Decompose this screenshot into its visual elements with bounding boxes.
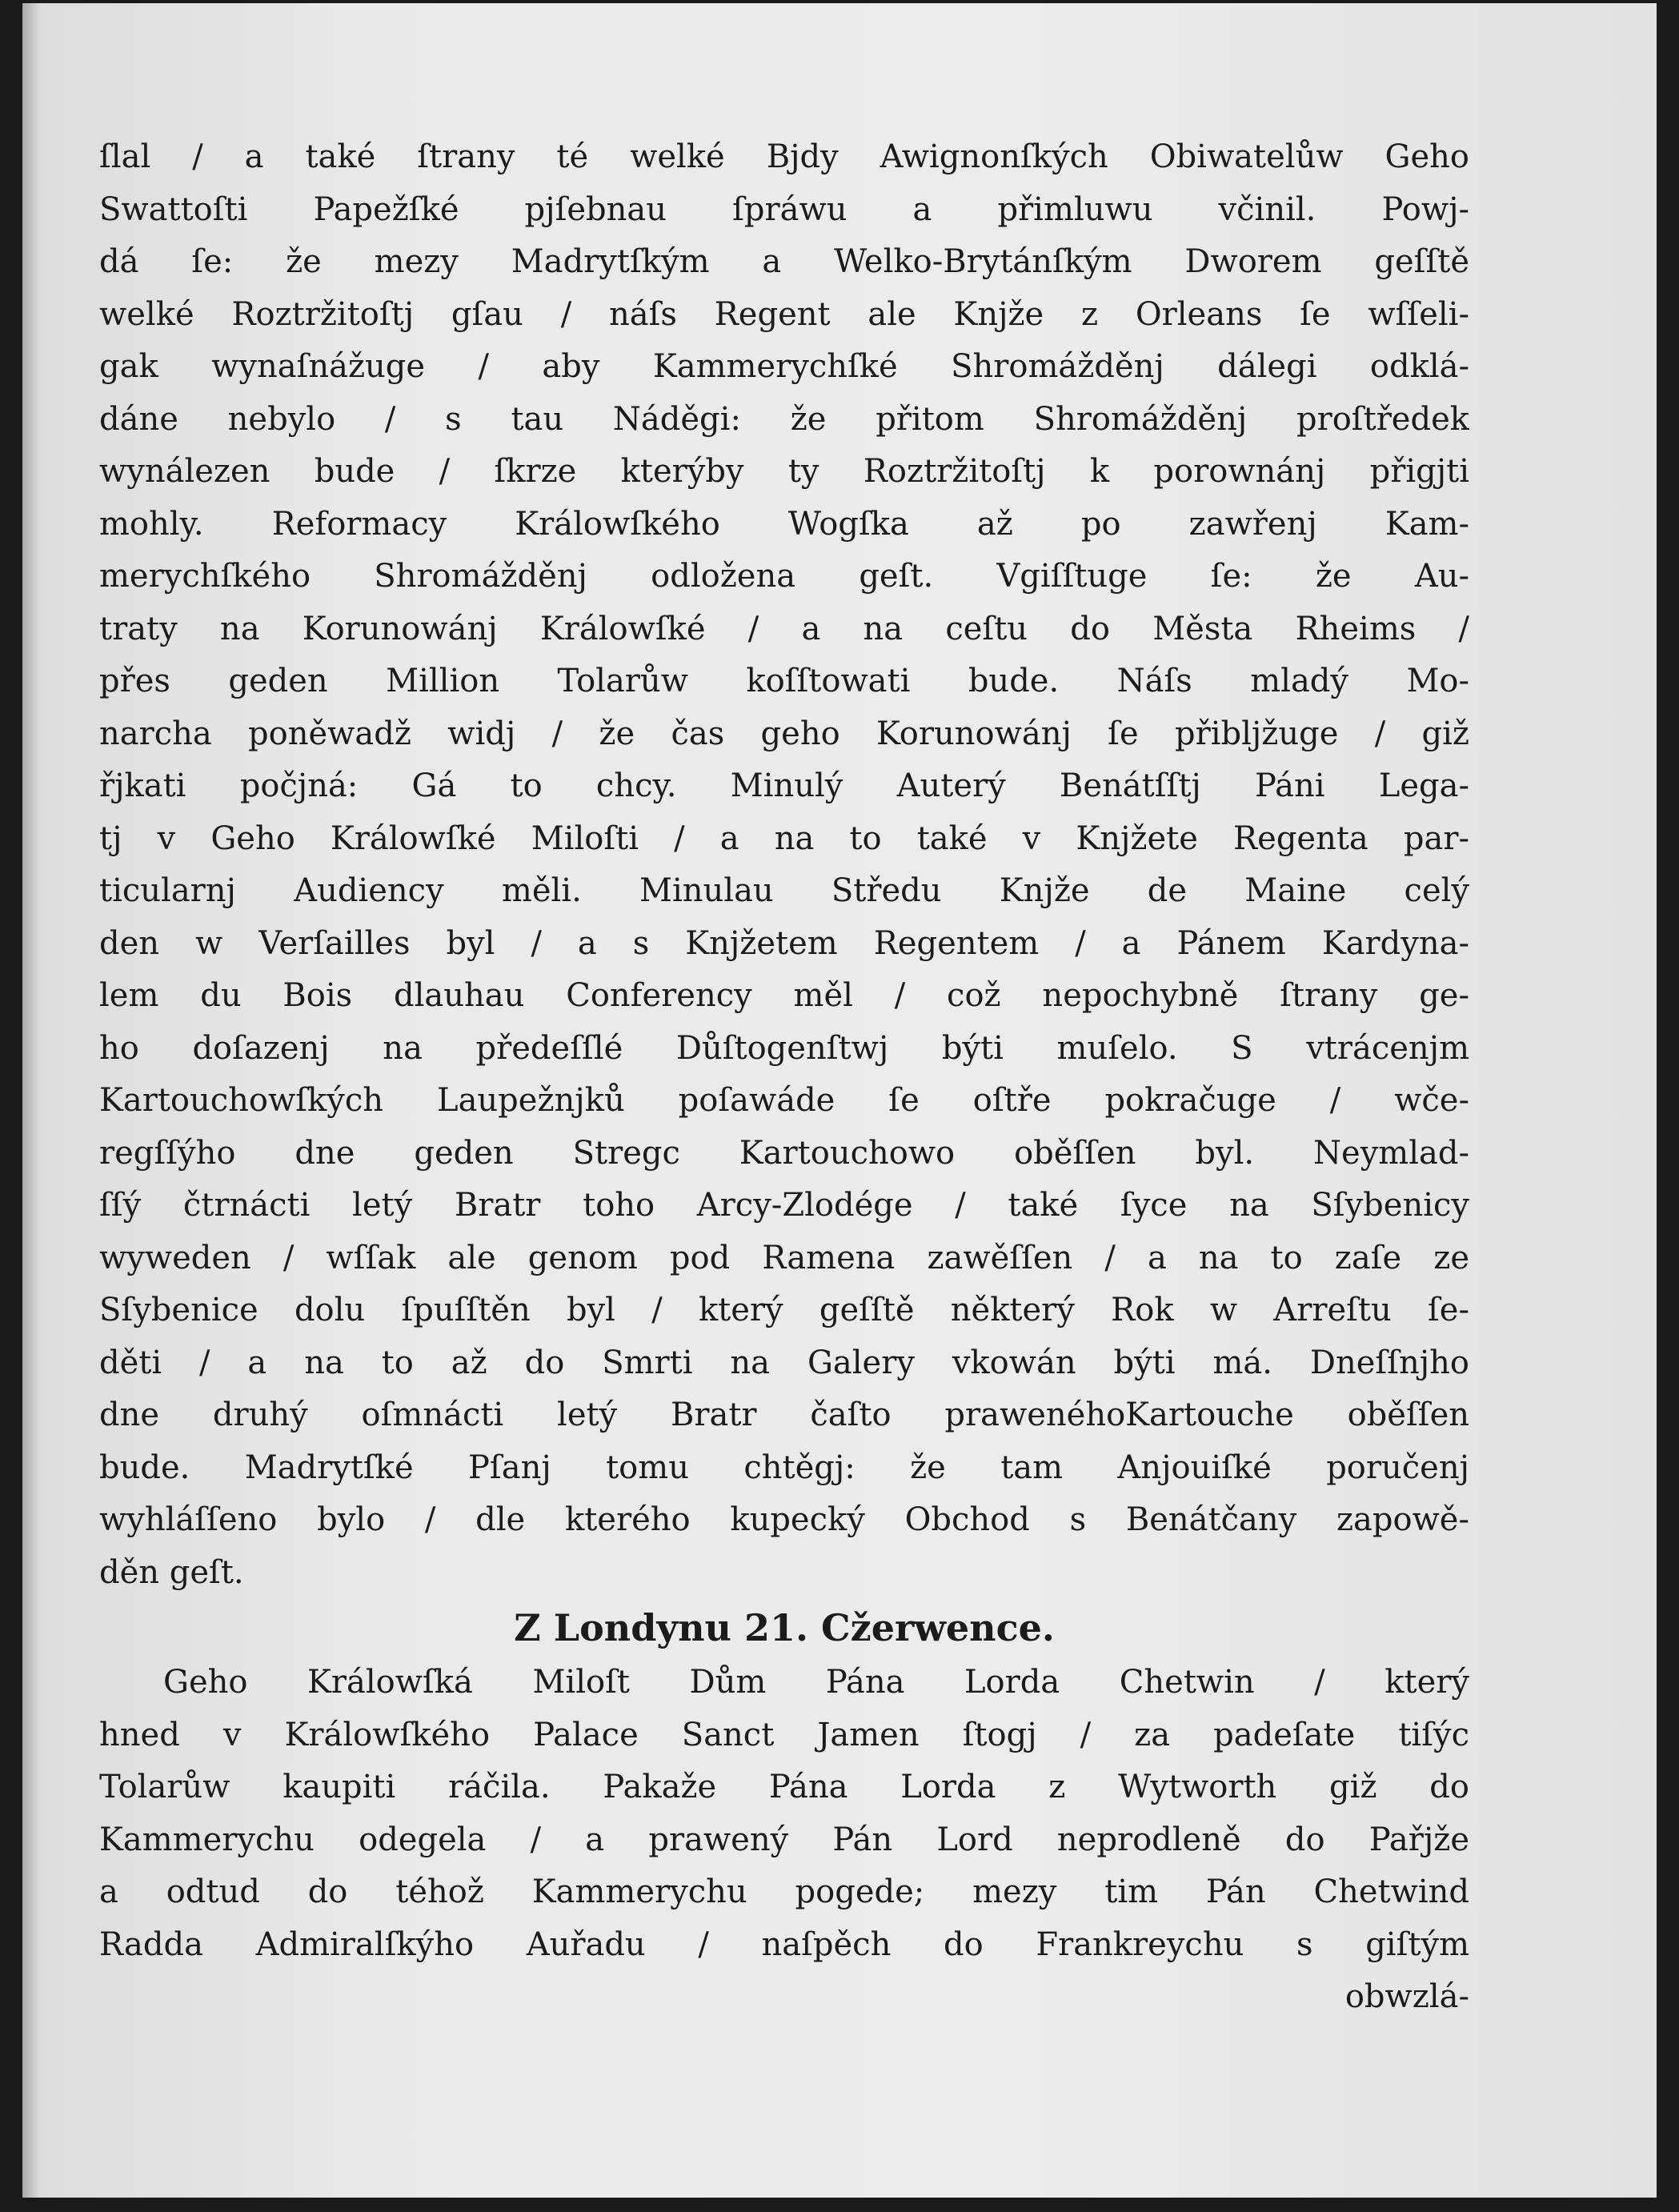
printed-page — [22, 3, 1657, 2198]
text-line: bude. Madrytſké Pſanj tomu chtěgj: že tam Anjouiſké poručenj — [99, 1449, 1469, 1486]
text-line: Sſybenice dolu ſpuſſtěn byl / který geſſtě některý Rok w Arreſtu ſe- — [99, 1292, 1469, 1328]
text-block — [99, 131, 1469, 2024]
text-line: Kammerychu odegela / a prawený Pán Lord neprodleně do Pařjže — [99, 1821, 1469, 1858]
text-line: gak wynaſnážuge / aby Kammerychſké Shromážděnj dálegi odklá- — [99, 348, 1469, 385]
text-line: hned v Králowſkého Palace Sanct Jamen ſtogj / za padeſate tiſýc — [99, 1716, 1469, 1753]
text-line: dne druhý oſmnácti letý Bratr čaſto prawenéhoKartouche oběſſen — [99, 1397, 1469, 1433]
text-line: přes geden Million Tolarůw koſſtowati bude. Náſs mladý Mo- — [99, 663, 1469, 699]
text-line: a odtud do téhož Kammerychu pogede; mezy tim Pán Chetwind — [99, 1873, 1469, 1910]
text-line: traty na Korunowánj Králowſké / a na ceſtu do Města Rheims / — [99, 610, 1469, 647]
text-line: wyhláſſeno bylo / dle kterého kupecký Obchod s Benátčany zapowě- — [99, 1501, 1469, 1538]
text-line: Kartouchowſkých Laupežnjků poſawáde ſe oſtře pokračuge / wče- — [99, 1082, 1469, 1119]
text-line: den w Verſailles byl / a s Knjžetem Regentem / a Pánem Kardyna- — [99, 924, 1469, 962]
text-line: dáne nebylo / s tau Náděgi: že přitom Shromážděnj proſtředek — [99, 400, 1469, 438]
text-line: lem du Bois dlauhau Conferency měl / což nepochybně ſtrany ge- — [99, 977, 1469, 1014]
text-line: děn geſt. — [99, 1553, 244, 1591]
text-line: ticularnj Audiency měli. Minulau Středu Knjže de Maine celý — [99, 872, 1469, 909]
section-heading: Z Londynu 21. Cžerwence. — [514, 1606, 1055, 1649]
catchword: obwzlá- — [1344, 1978, 1469, 2015]
text-line: wyweden / wſſak ale genom pod Ramena zawěſſen / a na to zaſe ze — [99, 1239, 1469, 1276]
paragraph-news-london — [99, 1657, 1469, 1971]
text-line: welké Roztržitoſtj gſau / náſs Regent ale Knjže z Orleans ſe wſſeli- — [99, 295, 1469, 333]
text-line: narcha poněwadž widj / že čas geho Korunowánj ſe přibljžuge / giž — [99, 715, 1469, 752]
text-line: Swattoſti Papežſké pjſebnau ſpráwu a přimluwu včinil. Powj- — [99, 190, 1469, 228]
text-line: dá ſe: že mezy Madrytſkým a Welko-Brytánſkým Dworem geſſtě — [99, 243, 1469, 280]
paragraph-news-paris — [99, 131, 1469, 1599]
text-line: tj v Geho Králowſké Miloſti / a na to také v Knjžete Regenta par- — [99, 819, 1469, 857]
text-line: ho doſazenj na předeſſlé Důſtogenſtwj býti muſelo. S vtrácenjm — [99, 1029, 1469, 1067]
text-line: ſlal / a také ſtrany té welké Bjdy Awignonſkých Obiwatelůw Geho — [99, 138, 1469, 175]
text-line: děti / a na to až do Smrti na Galery vkowán býti má. Dneſſnjho — [99, 1344, 1469, 1381]
text-line: ſſý čtrnácti letý Bratr toho Arcy-Zlodége / také ſyce na Sſybenicy — [99, 1187, 1469, 1224]
text-line: regſſýho dne geden Stregc Kartouchowo oběſſen byl. Neymlad- — [99, 1134, 1469, 1172]
text-line: Tolarůw kaupiti ráčila. Pakaže Pána Lorda z Wytworth giž do — [99, 1769, 1469, 1805]
text-line: řjkati počjná: Gá to chcy. Minulý Auterý Benátſſtj Páni Lega- — [99, 767, 1469, 804]
text-line: mohly. Reformacy Králowſkého Wogſka až po zawřenj Kam- — [99, 505, 1469, 543]
text-line: merychſkého Shromážděnj odložena geſt. Vgiſſtuge ſe: že Au- — [99, 558, 1469, 595]
text-line: Geho Králowſká Miloſt Dům Pána Lorda Chetwin / který — [163, 1664, 1469, 1701]
text-line: Radda Admiralſkýho Auřadu / naſpěch do Frankreychu s giſtým — [99, 1925, 1469, 1963]
text-line: wynálezen bude / ſkrze kterýby ty Roztržitoſtj k porownánj přigjti — [99, 453, 1469, 490]
